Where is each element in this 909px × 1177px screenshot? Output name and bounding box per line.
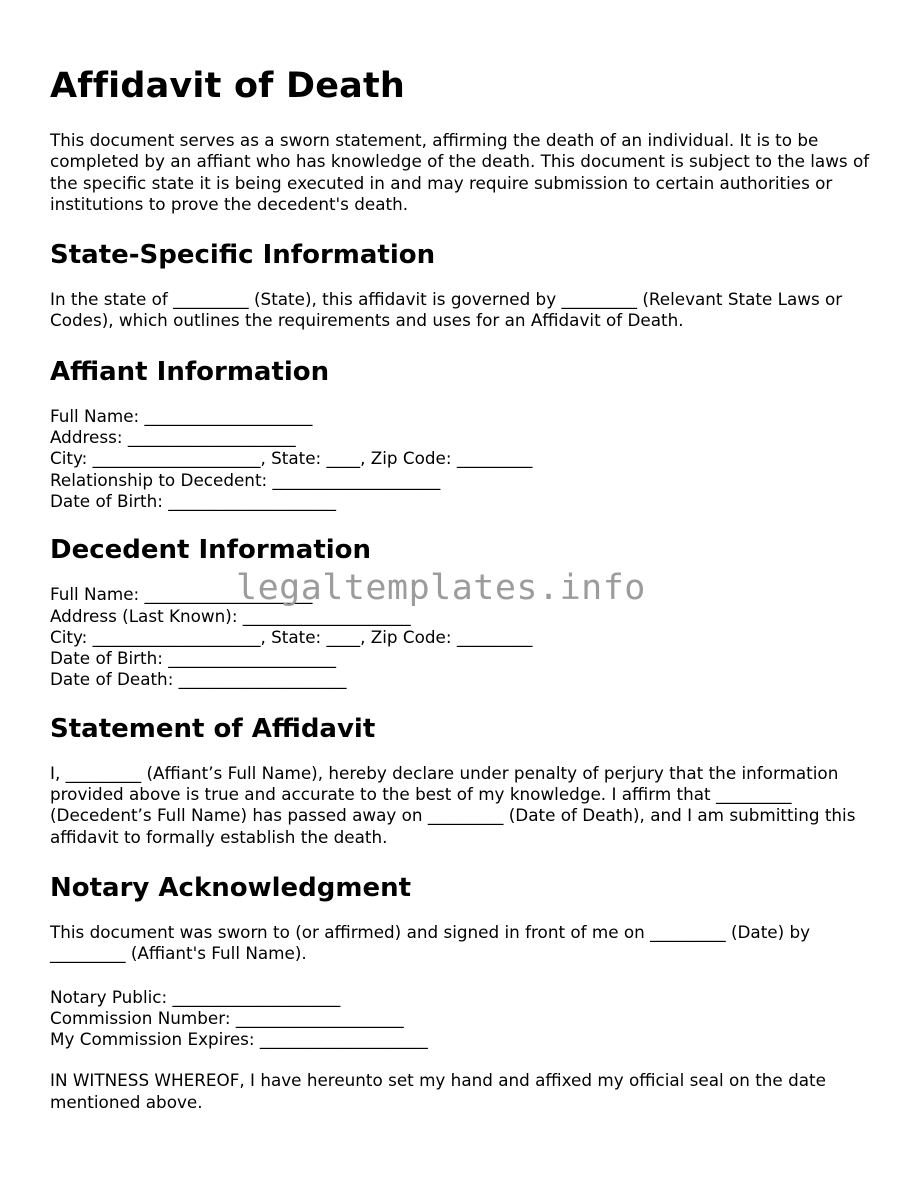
notary-section [50,870,875,1113]
state-specific-section [50,237,875,332]
affiant-dob-field: Date of Birth: ____________________ [50,490,337,511]
affiant-city-state-zip-field: City: ____________________, State: ____, Zip Code: _________ [50,448,533,469]
statement-section-heading: Statement of Affidavit [50,713,376,744]
decedent-full-name-field: Full Name: ____________________ [50,584,313,605]
watermark: legaltemplates.info [236,568,646,608]
witness-text: IN WITNESS WHEREOF, I have hereunto set my hand and affixed my official seal on the date mentioned above. [50,1070,826,1112]
decedent-dob-field: Date of Birth: ____________________ [50,648,337,669]
notary-public-field: Notary Public: ____________________ [50,986,341,1007]
notary-section-heading: Notary Acknowledgment [50,872,412,903]
decedent-dod-field: Date of Death: ____________________ [50,669,347,690]
state-section-text: In the state of _________ (State), this affidavit is governed by _________ (Relevant State Laws or Codes), which outlines the requirements and uses for an Affidavit of Death. [50,289,843,331]
affiant-full-name-field: Full Name: ____________________ [50,405,313,426]
notary-sworn-text: This document was sworn to (or affirmed) and signed in front of me on _________ (Date) by _________ (Affiant's Full Name). [50,921,811,964]
affiant-section-heading: Affiant Information [50,356,330,387]
decedent-address-field: Address (Last Known): ____________________ [50,605,411,626]
document-title: Affidavit of Death [50,66,406,106]
affiant-section [50,354,875,512]
decedent-fields [50,584,875,690]
affiant-fields [50,406,875,512]
affiant-relationship-field: Relationship to Decedent: ____________________ [50,469,441,490]
affidavit-document [50,60,875,1113]
statement-section [50,711,875,848]
affiant-address-field: Address: ____________________ [50,427,296,448]
decedent-section-heading: Decedent Information [50,535,372,566]
statement-text: I, _________ (Affiant’s Full Name), hereby declare under penalty of perjury that the information provided above is true and accurate to the best of my knowledge. I affirm that _________ (Decedent’s Full Name) has passed away on _________ (Date of Death), and I am submitting this affidavit to formally establish the death. [50,762,856,847]
commission-number-field: Commission Number: ____________________ [50,1007,404,1028]
state-section-heading: State-Specific Information [50,240,436,271]
intro-paragraph: This document serves as a sworn statement, affirming the death of an individual. It is to be completed by an affiant who has knowledge of the death. This document is subject to the laws of the specific state it is being executed in and may require submission to certain authorities or institutions to prove the decedent's death. [50,130,870,214]
notary-fields [50,987,875,1051]
decedent-city-state-zip-field: City: ____________________, State: ____, Zip Code: _________ [50,626,533,647]
commission-expires-field: My Commission Expires: ____________________ [50,1029,428,1050]
decedent-section [50,532,875,690]
